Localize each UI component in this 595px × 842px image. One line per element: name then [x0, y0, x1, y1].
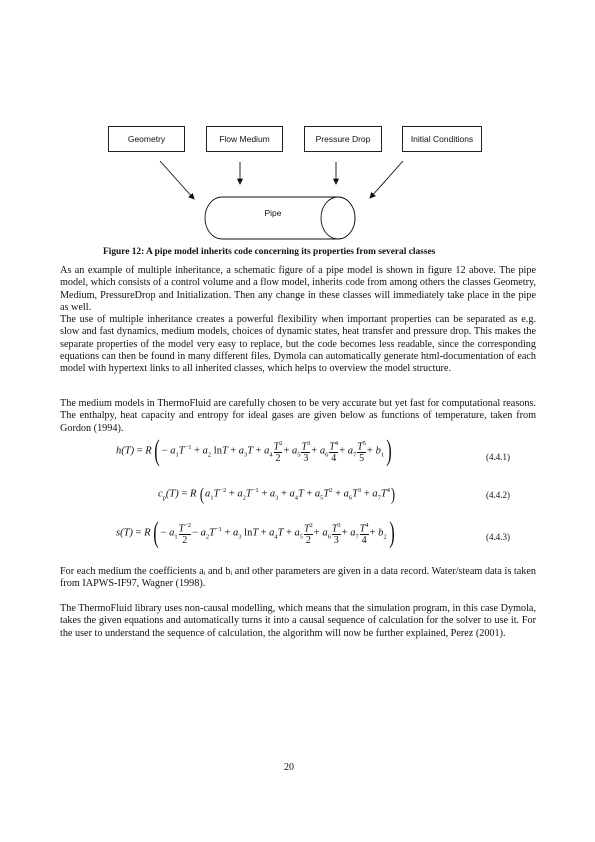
flow-medium-label: Flow Medium — [219, 134, 270, 144]
arrow-initial-conditions — [370, 161, 403, 198]
equation-enthalpy: $h(T) = R( - a_1T^{-1} + a_2$ $\ln T + a_3T + a_4$ $\frac{T^2}{2}$ + $a_5$ $\frac{T^3}{3}$ + $a_6$ $\frac{T^4}{4}$ + $a_7$ $\frac{T^5}{5}$ + $b_1$) — [116, 434, 392, 467]
paragraph-3: The medium models in ThermoFluid are carefully chosen to be very accurate but yet fast for computational reasons. The enthalpy, heat capacity and entropy for ideal gases are given below as functions of temperature, taken from Gordon (1994). — [60, 398, 536, 434]
arrow-geometry — [160, 161, 194, 199]
page-number: 20 — [284, 762, 294, 773]
paragraph-1: As an example of multiple inheritance, a schematic figure of a pipe model is shown in figure 12 above. The pipe model, which consists of a control volume and a flow model, inherits code from among others the classes Geometry, Medium, PressureDrop and Initialization. Then any change in these classes will immediately take place in the pipe as well. — [60, 265, 536, 313]
equation-entropy: $s(T) = R( - a_1$ $\frac{T^{-2}}{2}$ − $a_2T^{-1} + a_3$ $\ln T + a_4T + a_5$ $\frac{T^2}{2}$ + $a_6$ $\frac{T^3}{3}$ + $a_7$ $\frac{T^4}{4}$ + $b_2$) — [116, 516, 395, 549]
equation-number-3: (4.4.3) — [486, 532, 510, 542]
paragraph-5: The ThermoFluid library uses non-causal modelling, which means that the simulation program, in this case Dymola, takes the given equations and automatically turns it into a causal sequence of calculation for the solver to use it. For the user to understand the sequence of calculation, the algorithm will now be further explained, Perez (2001). — [60, 603, 536, 639]
inheritance-diagram — [0, 0, 595, 260]
equation-number-2: (4.4.2) — [486, 490, 510, 500]
pressure-drop-label: Pressure Drop — [315, 134, 371, 144]
paragraph-4: For each medium the coefficients aᵢ and bᵢ and other parameters are given in a data record. Water/steam data is taken from IAPWS-IF97, Wagner (1998). — [60, 566, 536, 590]
initial-conditions-label: Initial Conditions — [410, 134, 474, 144]
pipe-label: Pipe — [264, 208, 282, 218]
paragraph-2: The use of multiple inheritance creates a powerful flexibility when important properties can be separated as e.g. slow and fast dynamics, medium models, choices of dynamic states, heat transfer and pressure drop. This makes the separate properties of the model very easy to replace, but the code becomes less readable, since the corresponding equations can then be found in many different files. Dymola can automatically generate html-documentation of each model with hypertext links to all inherited classes, which helps to overview the model structure. — [60, 314, 536, 375]
equation-heat-capacity: $c_p(T) = R$ $(a_1T^{-2} + a_2T^{-1} + a_3 + a_4T + a_5T^2 + a_6T^3 + a_7T^4)$ — [158, 484, 396, 504]
figure-caption: Figure 12: A pipe model inherits code concerning its properties from several classes — [103, 247, 436, 257]
pipe-end — [321, 197, 355, 239]
equation-number-1: (4.4.1) — [486, 452, 510, 462]
geometry-label: Geometry — [127, 134, 166, 144]
